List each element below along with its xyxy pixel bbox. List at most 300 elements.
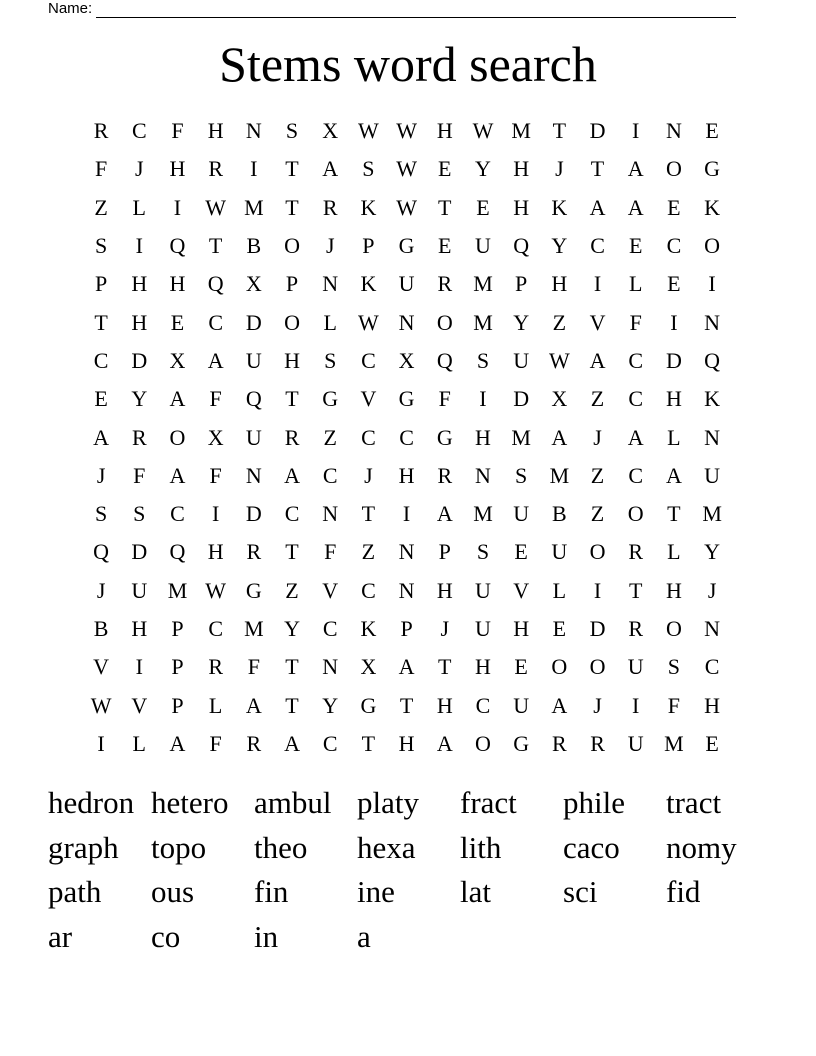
grid-letter[interactable]: I <box>632 118 640 144</box>
grid-letter[interactable]: G <box>513 730 530 756</box>
grid-letter[interactable]: I <box>173 194 182 220</box>
grid-letter[interactable]: P <box>285 271 299 297</box>
grid-letter[interactable]: A <box>398 654 415 680</box>
name-line[interactable] <box>96 3 736 18</box>
grid-letter[interactable]: D <box>245 501 262 527</box>
grid-letter[interactable]: E <box>667 194 681 220</box>
grid-letter[interactable]: J <box>96 577 106 603</box>
grid-letter[interactable]: J <box>364 462 373 488</box>
grid-letter[interactable]: Z <box>361 539 376 565</box>
grid-letter[interactable]: Z <box>285 577 299 603</box>
grid-letter[interactable]: C <box>628 462 644 488</box>
grid-letter[interactable]: A <box>436 730 453 756</box>
grid-letter[interactable]: A <box>436 501 453 527</box>
grid-letter[interactable]: I <box>135 233 143 259</box>
grid-letter[interactable]: I <box>632 692 640 718</box>
grid-letter[interactable]: H <box>665 386 682 412</box>
grid-letter[interactable]: I <box>479 386 487 412</box>
grid-letter[interactable]: T <box>94 309 108 335</box>
grid-letter[interactable]: C <box>322 730 338 756</box>
grid-letter[interactable]: G <box>322 386 339 412</box>
grid-letter[interactable]: Z <box>94 194 108 220</box>
grid-letter[interactable]: I <box>670 309 678 335</box>
grid-letter[interactable]: O <box>665 156 682 182</box>
grid-letter[interactable]: T <box>552 118 567 144</box>
grid-letter[interactable]: C <box>322 462 338 488</box>
grid-row <box>82 303 731 341</box>
grid-letter[interactable]: T <box>590 156 605 182</box>
grid-letter[interactable]: F <box>438 386 451 412</box>
grid-letter[interactable]: E <box>628 233 643 259</box>
grid-letter[interactable]: A <box>245 692 262 718</box>
grid-letter[interactable]: T <box>361 501 376 527</box>
grid-letter[interactable]: A <box>551 692 568 718</box>
grid-letter[interactable]: D <box>513 386 530 412</box>
grid-letter[interactable]: U <box>475 233 491 259</box>
grid-letter[interactable]: A <box>589 347 606 373</box>
grid-letter[interactable]: Z <box>590 501 605 527</box>
grid-letter[interactable]: O <box>169 424 186 450</box>
grid-letter[interactable]: U <box>398 271 415 297</box>
grid-letter[interactable]: P <box>515 271 528 297</box>
grid-letter[interactable]: E <box>705 730 719 756</box>
grid-row <box>82 418 731 456</box>
grid-letter[interactable]: M <box>511 424 531 450</box>
grid-letter[interactable]: W <box>396 118 417 144</box>
grid-letter[interactable]: W <box>396 194 417 220</box>
grid-letter[interactable]: W <box>472 118 494 144</box>
grid-letter[interactable]: X <box>207 424 224 450</box>
grid-letter[interactable]: C <box>170 501 185 527</box>
grid-letter[interactable]: J <box>707 577 717 603</box>
grid-letter[interactable]: I <box>97 730 105 756</box>
grid-letter[interactable]: S <box>476 347 490 373</box>
grid-letter[interactable]: N <box>245 462 262 488</box>
grid-letter[interactable]: C <box>93 347 109 373</box>
grid-letter[interactable]: K <box>360 194 377 220</box>
grid-letter[interactable]: C <box>322 616 338 641</box>
grid-letter[interactable]: F <box>209 462 222 488</box>
grid-letter[interactable]: J <box>555 156 564 182</box>
grid-letter[interactable]: L <box>132 194 146 220</box>
grid-letter[interactable]: P <box>171 616 184 641</box>
grid-letter[interactable]: S <box>362 156 375 182</box>
grid-letter[interactable]: U <box>475 616 491 641</box>
grid-letter[interactable]: U <box>245 347 262 373</box>
grid-letter[interactable]: H <box>436 577 453 603</box>
grid-letter[interactable]: F <box>629 309 642 335</box>
grid-letter[interactable]: A <box>589 194 606 220</box>
grid-letter[interactable]: A <box>627 424 644 450</box>
grid-letter[interactable]: U <box>131 577 148 603</box>
grid-letter[interactable]: M <box>244 194 264 220</box>
grid-letter[interactable]: G <box>245 577 262 603</box>
grid-letter[interactable]: F <box>171 118 184 144</box>
grid-letter[interactable]: E <box>438 156 452 182</box>
grid-letter[interactable]: H <box>513 616 530 641</box>
grid-letter[interactable]: A <box>665 462 682 488</box>
grid-letter[interactable]: Y <box>475 156 491 182</box>
grid-letter[interactable]: K <box>551 194 568 220</box>
grid-letter[interactable]: K <box>704 386 721 412</box>
grid-letter[interactable]: Q <box>93 539 110 565</box>
grid-letter[interactable]: C <box>361 424 376 450</box>
grid-letter[interactable]: T <box>285 692 299 718</box>
grid-letter[interactable]: E <box>552 616 567 641</box>
grid-letter[interactable]: L <box>208 692 223 718</box>
grid-letter[interactable]: W <box>358 118 379 144</box>
grid-letter[interactable]: C <box>590 233 605 259</box>
grid-letter[interactable]: F <box>133 462 146 488</box>
grid-letter[interactable]: Y <box>551 233 568 259</box>
grid-letter[interactable]: C <box>475 692 491 718</box>
grid-letter[interactable]: F <box>324 539 337 565</box>
grid-letter[interactable]: I <box>708 271 716 297</box>
grid-letter[interactable]: Q <box>513 233 530 259</box>
grid-letter[interactable]: K <box>360 271 377 297</box>
grid-letter[interactable]: U <box>245 424 262 450</box>
grid-letter[interactable]: J <box>135 156 144 182</box>
grid-letter[interactable]: N <box>398 309 415 335</box>
grid-letter[interactable]: G <box>398 386 415 412</box>
grid-letter[interactable]: O <box>665 616 682 641</box>
grid-letter[interactable]: P <box>438 539 451 565</box>
grid-letter[interactable]: V <box>589 309 606 335</box>
grid-letter[interactable]: U <box>704 462 721 488</box>
grid-letter[interactable]: Y <box>322 692 339 718</box>
grid-letter[interactable]: W <box>396 156 417 182</box>
grid-letter[interactable]: D <box>665 347 682 373</box>
grid-letter[interactable]: M <box>511 118 531 144</box>
grid-letter[interactable]: B <box>246 233 262 259</box>
grid-letter[interactable]: Q <box>207 271 224 297</box>
grid-letter[interactable]: L <box>132 730 146 756</box>
grid-letter[interactable]: T <box>438 654 452 680</box>
grid-letter[interactable]: C <box>361 347 376 373</box>
grid-letter[interactable]: P <box>400 616 413 641</box>
grid-letter[interactable]: E <box>705 118 719 144</box>
grid-letter[interactable]: R <box>246 730 262 756</box>
grid-letter[interactable]: F <box>667 692 681 718</box>
grid-letter[interactable]: H <box>169 156 186 182</box>
grid-letter[interactable]: P <box>171 654 184 680</box>
grid-letter[interactable]: Q <box>169 233 186 259</box>
grid-letter[interactable]: I <box>135 654 143 680</box>
grid-letter[interactable]: X <box>169 347 186 373</box>
grid-letter[interactable]: Q <box>436 347 453 373</box>
grid-letter[interactable]: Z <box>590 462 605 488</box>
grid-letter[interactable]: R <box>93 118 109 144</box>
grid-letter[interactable]: K <box>360 616 377 641</box>
grid-letter[interactable]: H <box>704 692 721 718</box>
grid-letter[interactable]: I <box>211 501 220 527</box>
grid-letter[interactable]: R <box>208 156 223 182</box>
grid-letter[interactable]: E <box>667 271 681 297</box>
grid-letter[interactable]: R <box>437 271 453 297</box>
grid-letter[interactable]: X <box>551 386 568 412</box>
grid-letter[interactable]: U <box>513 347 530 373</box>
grid-letter[interactable]: Z <box>590 386 605 412</box>
grid-letter[interactable]: S <box>94 233 108 259</box>
grid-letter[interactable]: T <box>285 386 299 412</box>
grid-letter[interactable]: S <box>133 501 146 527</box>
grid-letter[interactable]: N <box>665 118 682 144</box>
grid-letter[interactable]: C <box>399 424 414 450</box>
grid-letter[interactable]: X <box>360 654 377 680</box>
grid-letter[interactable]: S <box>324 347 337 373</box>
grid-letter[interactable]: I <box>402 501 411 527</box>
grid-letter[interactable]: Y <box>284 616 300 641</box>
grid-letter[interactable]: D <box>245 309 262 335</box>
grid-letter[interactable]: R <box>628 616 644 641</box>
grid-letter[interactable]: E <box>438 233 452 259</box>
grid-letter[interactable]: S <box>667 654 681 680</box>
grid-letter[interactable]: H <box>436 692 453 718</box>
grid-letter[interactable]: I <box>593 577 602 603</box>
grid-letter[interactable]: R <box>131 424 147 450</box>
grid-letter[interactable]: H <box>475 654 491 680</box>
grid-letter[interactable]: J <box>440 616 450 641</box>
grid-letter[interactable]: N <box>398 577 415 603</box>
grid-letter[interactable]: H <box>398 462 415 488</box>
grid-letter[interactable]: N <box>475 462 491 488</box>
grid-letter[interactable]: E <box>170 309 185 335</box>
grid-letter[interactable]: R <box>208 654 223 680</box>
grid-letter[interactable]: N <box>322 501 339 527</box>
grid-letter[interactable]: E <box>476 194 490 220</box>
grid-letter[interactable]: M <box>473 501 493 527</box>
grid-letter[interactable]: A <box>627 194 644 220</box>
grid-letter[interactable]: F <box>209 386 222 412</box>
grid-letter[interactable]: U <box>513 501 530 527</box>
grid-letter[interactable]: J <box>96 462 106 488</box>
grid-letter[interactable]: F <box>94 156 108 182</box>
grid-letter[interactable]: G <box>398 233 415 259</box>
grid-letter[interactable]: P <box>94 271 108 297</box>
grid-letter[interactable]: G <box>436 424 453 450</box>
grid-letter[interactable]: F <box>247 654 260 680</box>
grid-letter[interactable]: P <box>171 692 184 718</box>
grid-letter[interactable]: W <box>358 309 379 335</box>
grid-letter[interactable]: C <box>361 577 376 603</box>
grid-letter[interactable]: Y <box>513 309 530 335</box>
grid-letter[interactable]: C <box>628 347 644 373</box>
grid-letter[interactable]: T <box>399 692 414 718</box>
grid-letter[interactable]: C <box>131 118 147 144</box>
grid-letter[interactable]: V <box>93 654 110 680</box>
grid-letter[interactable]: G <box>704 156 721 182</box>
grid-letter[interactable]: H <box>169 271 186 297</box>
word-list-item: caco <box>563 829 620 865</box>
grid-letter[interactable]: U <box>551 539 568 565</box>
grid-letter[interactable]: V <box>322 577 339 603</box>
grid-letter[interactable]: V <box>131 692 148 718</box>
grid-letter[interactable]: O <box>475 730 491 756</box>
grid-letter[interactable]: M <box>473 309 493 335</box>
word-list-item: ous <box>151 874 195 909</box>
grid-letter[interactable]: A <box>284 730 300 756</box>
grid-letter[interactable]: J <box>593 424 602 450</box>
grid-letter[interactable]: C <box>628 386 644 412</box>
grid-letter[interactable]: O <box>704 233 721 259</box>
grid-letter[interactable]: A <box>322 156 339 182</box>
grid-letter[interactable]: A <box>551 424 568 450</box>
grid-letter[interactable]: T <box>285 539 299 565</box>
grid-letter[interactable]: H <box>398 730 415 756</box>
grid-letter[interactable]: A <box>627 156 644 182</box>
grid-letter[interactable]: T <box>208 233 223 259</box>
grid-letter[interactable]: B <box>552 501 567 527</box>
grid-letter[interactable]: N <box>322 271 339 297</box>
grid-letter[interactable]: H <box>131 309 148 335</box>
grid-letter[interactable]: R <box>322 194 338 220</box>
grid-row <box>82 533 731 571</box>
grid-letter[interactable]: H <box>475 424 491 450</box>
grid-letter[interactable]: H <box>131 271 148 297</box>
grid-letter[interactable]: N <box>245 118 262 144</box>
grid-letter[interactable]: A <box>169 730 186 756</box>
grid-letter[interactable]: N <box>704 309 721 335</box>
grid-letter[interactable]: L <box>552 577 567 603</box>
grid-letter[interactable]: O <box>284 233 300 259</box>
grid-letter[interactable]: Z <box>323 424 337 450</box>
grid-letter[interactable]: R <box>590 730 605 756</box>
grid-letter[interactable]: P <box>362 233 375 259</box>
grid-letter[interactable]: I <box>593 271 602 297</box>
grid-letter[interactable]: D <box>131 539 148 565</box>
grid-letter[interactable]: J <box>593 692 602 718</box>
grid-letter[interactable]: U <box>475 577 491 603</box>
grid-letter[interactable]: S <box>515 462 528 488</box>
grid-letter[interactable]: A <box>284 462 300 488</box>
grid-letter[interactable]: A <box>169 386 186 412</box>
grid-letter[interactable]: H <box>665 577 682 603</box>
grid-letter[interactable]: K <box>704 194 721 220</box>
grid-letter[interactable]: I <box>250 156 258 182</box>
grid-letter[interactable]: E <box>514 654 528 680</box>
grid-row <box>82 610 731 648</box>
grid-letter[interactable]: C <box>284 501 300 527</box>
grid-letter[interactable]: A <box>169 462 186 488</box>
grid-letter[interactable]: V <box>360 386 377 412</box>
grid-letter[interactable]: U <box>627 730 644 756</box>
grid-letter[interactable]: E <box>94 386 108 412</box>
grid-letter[interactable]: G <box>360 692 377 718</box>
grid-letter[interactable]: T <box>285 156 299 182</box>
grid-letter[interactable]: M <box>664 730 684 756</box>
word-list-item: phile <box>563 785 625 820</box>
grid-letter[interactable]: L <box>667 424 681 450</box>
grid-letter[interactable]: T <box>361 730 376 756</box>
grid-letter[interactable]: L <box>628 271 643 297</box>
grid-letter[interactable]: N <box>704 424 721 450</box>
word-list-item: hedron <box>48 785 135 820</box>
grid-letter[interactable]: O <box>589 654 606 680</box>
grid-letter[interactable]: R <box>628 539 644 565</box>
grid-letter[interactable]: C <box>208 616 223 641</box>
grid-letter[interactable]: D <box>589 118 606 144</box>
grid-letter[interactable]: Z <box>552 309 567 335</box>
grid-letter[interactable]: R <box>437 462 453 488</box>
grid-letter[interactable]: N <box>704 616 721 641</box>
grid-letter[interactable]: H <box>513 194 530 220</box>
grid-letter[interactable]: C <box>208 309 223 335</box>
grid-letter[interactable]: J <box>325 233 335 259</box>
grid-letter[interactable]: N <box>322 654 339 680</box>
grid-letter[interactable]: T <box>285 654 299 680</box>
grid-letter[interactable]: H <box>207 118 224 144</box>
grid-letter[interactable]: M <box>702 501 722 527</box>
grid-letter[interactable]: S <box>285 118 299 144</box>
grid-letter[interactable]: E <box>514 539 528 565</box>
grid-letter[interactable]: W <box>205 194 227 220</box>
grid-letter[interactable]: Y <box>131 386 148 412</box>
grid-letter[interactable]: H <box>207 539 224 565</box>
grid-letter[interactable]: N <box>398 539 415 565</box>
grid-letter[interactable]: D <box>131 347 148 373</box>
grid-letter[interactable]: S <box>94 501 108 527</box>
grid-letter[interactable]: R <box>246 539 262 565</box>
grid-letter[interactable]: V <box>513 577 530 603</box>
grid-letter[interactable]: H <box>513 156 530 182</box>
grid-letter[interactable]: H <box>131 616 148 641</box>
grid-letter[interactable]: T <box>628 577 643 603</box>
grid-letter[interactable]: B <box>93 616 109 641</box>
grid-letter[interactable]: O <box>551 654 568 680</box>
grid-letter[interactable]: T <box>285 194 299 220</box>
grid-letter[interactable]: F <box>209 730 222 756</box>
name-field[interactable] <box>48 0 736 18</box>
grid-letter[interactable]: H <box>551 271 568 297</box>
grid-letter[interactable]: Q <box>245 386 262 412</box>
grid-letter[interactable]: X <box>398 347 415 373</box>
grid-letter[interactable]: D <box>589 616 606 641</box>
grid-letter[interactable]: O <box>627 501 644 527</box>
grid-letter[interactable]: O <box>589 539 606 565</box>
grid-letter[interactable]: M <box>549 462 570 488</box>
grid-letter[interactable]: M <box>167 577 188 603</box>
grid-letter[interactable]: X <box>322 118 339 144</box>
grid-letter[interactable]: W <box>205 577 227 603</box>
grid-letter[interactable]: A <box>93 424 110 450</box>
grid-letter[interactable]: W <box>548 347 570 373</box>
grid-letter[interactable]: W <box>90 692 112 718</box>
grid-letter[interactable]: M <box>244 616 264 641</box>
grid-letter[interactable]: S <box>476 539 490 565</box>
grid-letter[interactable]: R <box>284 424 300 450</box>
grid-letter[interactable]: H <box>436 118 453 144</box>
grid-letter[interactable]: C <box>666 233 682 259</box>
grid-letter[interactable]: A <box>207 347 224 373</box>
grid-letter[interactable]: R <box>552 730 567 756</box>
grid-letter[interactable]: H <box>284 347 300 373</box>
grid-letter[interactable]: T <box>438 194 452 220</box>
grid-letter[interactable]: Y <box>704 539 721 565</box>
grid-letter[interactable]: O <box>436 309 453 335</box>
grid-letter[interactable]: U <box>627 654 644 680</box>
grid-letter[interactable]: Q <box>704 347 721 373</box>
grid-letter[interactable]: X <box>245 271 262 297</box>
grid-letter[interactable]: M <box>473 271 493 297</box>
grid-row <box>82 686 731 724</box>
grid-letter[interactable]: U <box>513 692 530 718</box>
grid-letter[interactable]: L <box>323 309 337 335</box>
grid-letter[interactable]: O <box>284 309 300 335</box>
grid-letter[interactable]: Q <box>169 539 186 565</box>
grid-letter[interactable]: L <box>667 539 681 565</box>
grid-letter[interactable]: T <box>667 501 681 527</box>
grid-letter[interactable]: C <box>704 654 720 680</box>
